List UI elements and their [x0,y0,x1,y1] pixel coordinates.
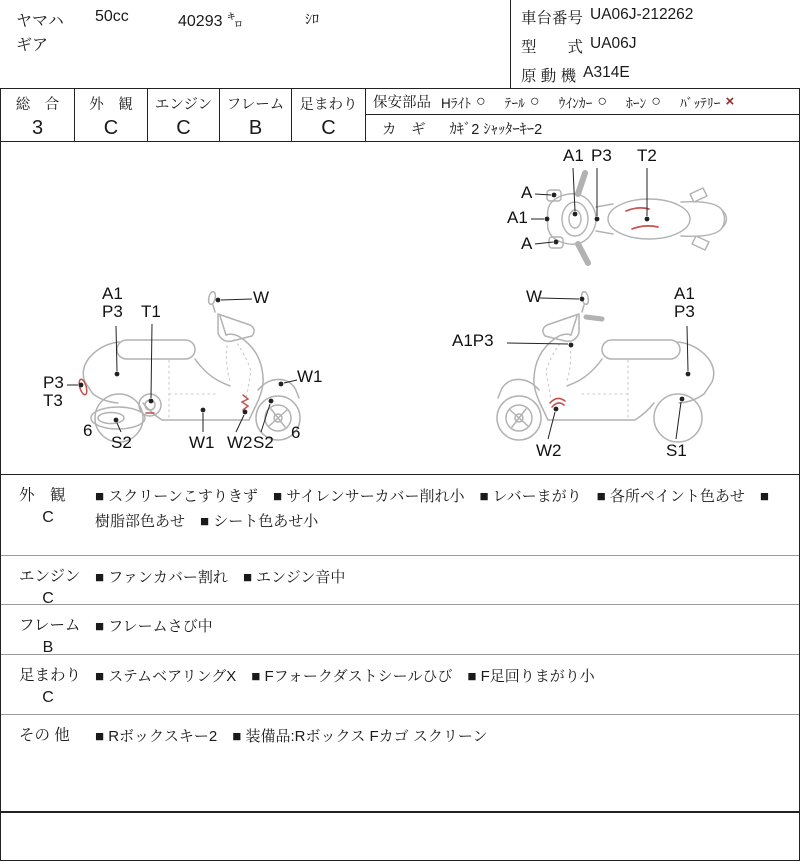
chassis-number-value: UA06J-212262 [590,6,694,23]
diagram-label: W2 [227,433,253,452]
condition-item: ■ フレームさび中 [95,618,213,635]
detail-row [1,654,799,714]
safety-part-label: ｳｲﾝｶｰ [558,95,593,111]
safety-parts-items [441,92,753,112]
safety-part-label: Hﾗｲﾄ [441,95,471,111]
condition-item: ■ Rボックスキー2 [95,728,218,745]
mileage: 40293 ㌔ [178,13,243,30]
diagram-label: A1P3 [452,331,494,350]
rating-cell-frame [220,89,292,141]
condition-item: ■ スクリーンこすりきず [95,488,258,505]
rating-grade: C [321,117,336,139]
diagram-label: S1 [666,441,687,460]
type-label: 型 式 [521,39,584,56]
safety-part-item [441,92,486,112]
ok-circle-icon: ○ [529,92,540,110]
chassis-number-row [521,6,800,28]
detail-section-grade: C [42,689,54,706]
safety-part-item [505,92,540,112]
key-row [366,115,799,141]
safety-part-label: ﾊﾞｯﾃﾘｰ [679,95,721,111]
main-table [0,88,800,861]
rating-cell-exterior [75,89,148,141]
rating-grade: C [176,117,191,139]
detail-section-grade: B [42,639,54,656]
safety-part-label: ﾎｰﾝ [626,95,647,111]
rating-grade: 3 [31,117,44,139]
empty-notes-row [1,811,799,860]
diagram-label: T2 [637,146,657,165]
detail-section-name: エンジン [19,568,81,585]
condition-item: ■ レバーまがり [479,488,582,505]
diagram-label: A1 [507,208,528,227]
ok-circle-icon: ○ [597,92,608,110]
engine-value: A314E [583,64,630,81]
detail-row-label [1,655,93,714]
chassis-number-label: 車台番号 [521,10,584,27]
vehicle-id-block [510,0,800,88]
diagram-label: 6 [83,421,93,440]
condition-item: ■ 装備品:Rボックス Fカゴ スクリーン [232,728,488,745]
ok-circle-icon: ○ [476,92,486,110]
rating-grade: B [248,117,263,139]
detail-row-label [1,715,93,811]
rating-label: 総 合 [15,97,60,113]
diagram-label: A1 [102,284,123,303]
diagram-label: P3 [43,373,64,392]
detail-section-name: 足まわり [19,667,82,684]
condition-item: ■ エンジン音中 [242,569,346,586]
detail-section-grade: C [42,590,54,607]
diagram-label: T3 [43,391,63,410]
detail-row-items [93,655,799,714]
body-color: ｼﾛ [305,11,319,27]
detail-row [1,555,799,607]
maker-name: ヤマハ [16,13,64,30]
key-label: カ ギ [382,121,426,138]
safety-parts-row [366,89,799,115]
condition-item: ■ F足回りまがり小 [467,668,595,685]
type-value: UA06J [590,35,637,52]
diagram-label: W2 [536,441,562,460]
rating-cell-undercarriage [292,89,366,141]
condition-item: ■ シート色あせ小 [200,513,319,530]
engine-row [521,64,800,86]
detail-row [1,474,799,555]
displacement: 50cc [95,8,129,25]
rating-label: フレーム [226,97,285,113]
ratings-row [1,89,799,142]
condition-item: ■ ファンカバー割れ [95,569,228,586]
detail-section-name: 外 観 [19,487,66,504]
condition-item: ■ サイレンサーカバー削れ小 [272,488,465,505]
diagram-label: S2 [253,433,274,452]
safety-part-item [626,92,661,112]
detail-row-items [93,475,799,555]
rating-cell-engine [148,89,220,141]
detail-row-items [93,605,799,654]
diagram-label: P3 [591,146,612,165]
detail-row-items [93,715,799,811]
left-view-damage-marks [78,378,248,413]
diagram-label: P3 [102,302,123,321]
diagram-label: W1 [189,433,215,452]
type-row [521,35,800,57]
scooter-right-view-drawing [436,282,766,467]
diagram-label: 6 [291,423,301,442]
diagram-label: A1 [674,284,695,303]
safety-parts-cell [366,89,799,141]
diagram-label: S2 [111,433,132,452]
condition-item: ■ Fフォークダストシールひび [251,668,453,685]
scooter-top-view-diagram [491,147,751,267]
scooter-right-view-diagram [436,282,766,467]
detail-row-label [1,475,93,555]
diagram-label: W [253,288,270,307]
right-view-damage-marks [550,398,565,407]
diagram-label: A1 [563,146,584,165]
ok-circle-icon: ○ [651,92,661,110]
diagram-label: W [526,287,543,306]
rating-label: 足まわり [299,97,358,113]
safety-part-label: ﾃｰﾙ [504,95,525,111]
seat-damage-marks [626,208,658,229]
diagram-label: T1 [141,302,161,321]
condition-item: ■ 各所ペイント色あせ [596,488,745,505]
damage-diagram-area [1,142,799,474]
detail-row-label [1,605,93,654]
condition-item: ■ 樹脂部色あせ [95,488,769,530]
detail-row-label [1,556,93,607]
diagram-label: W1 [297,367,323,386]
diagram-label: A [521,234,533,253]
condition-details-table [1,474,799,811]
diagram-label: A [521,183,533,202]
ng-mark-icon: × [725,92,735,110]
header [0,0,800,88]
engine-label: 原 動 機 [521,68,577,85]
safety-part-item [559,92,607,112]
rating-label: エンジン [154,97,213,113]
rating-cell-overall [1,89,75,141]
detail-section-grade: C [42,509,54,526]
key-value: ｶｷﾞ2 ｼｬｯﾀｰｷｰ2 [449,121,543,138]
rating-grade: C [103,117,119,139]
detail-row [1,714,799,811]
detail-section-name: フレーム [19,617,81,634]
detail-section-name: その 他 [19,727,70,744]
condition-item: ■ ステムベアリングX [95,668,237,685]
rating-label: 外 観 [89,97,133,113]
detail-row-items [93,556,799,604]
scooter-left-view-diagram [31,282,361,467]
model-name: ギア [16,37,49,54]
detail-row [1,604,799,654]
safety-part-item [680,92,734,112]
diagram-label: P3 [674,302,695,321]
safety-parts-title: 保安部品 [373,95,431,111]
